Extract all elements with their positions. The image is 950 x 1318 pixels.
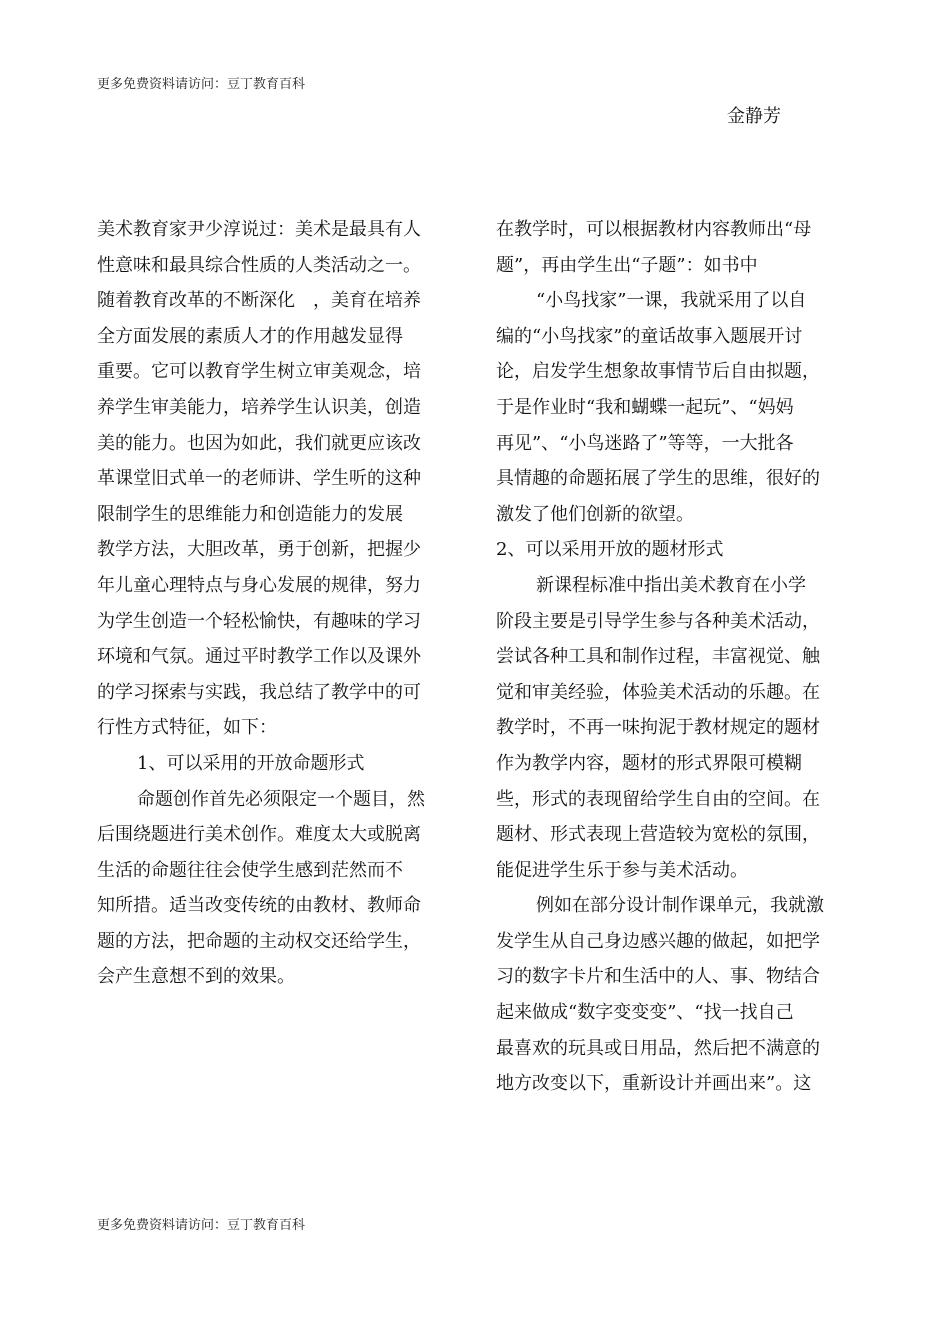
text-line: 限制学生的思维能力和创造能力的发展 xyxy=(97,503,403,525)
footer-note: 更多免费资料请访问：豆丁教育百科 xyxy=(97,1218,306,1233)
text-line: 性意味和最具综合性质的人类活动之一。 xyxy=(97,254,421,276)
text-line: 后围绕题进行美术创作。难度太大或脱离 xyxy=(97,824,421,846)
text-line: 美术教育家尹少淳说过：美术是最具有人 xyxy=(97,219,421,240)
text-line: 为学生创造一个轻松愉快，有趣味的学习 xyxy=(97,610,421,632)
author-name: 金静芳 xyxy=(727,106,781,127)
text-line: 论，启发学生想象故事情节后自由拟题， xyxy=(496,361,820,383)
text-line: 知所措。适当改变传统的由教材、教师命 xyxy=(97,895,421,917)
section-heading: 2、可以采用开放的题材形式 xyxy=(496,539,724,561)
header-note: 更多免费资料请访问：豆丁教育百科 xyxy=(97,77,306,92)
text-line: 能促进学生乐于参与美术活动。 xyxy=(496,859,748,881)
text-line: 编的“小鸟找家”的童话故事入题展开讨 xyxy=(496,325,803,347)
text-line: 最喜欢的玩具或日用品，然后把不满意的 xyxy=(496,1037,820,1059)
text-line: 激发了他们创新的欲望。 xyxy=(496,503,694,525)
text-line: 年儿童心理特点与身心发展的规律，努力 xyxy=(97,574,421,596)
text-line: 阶段主要是引导学生参与各种美术活动， xyxy=(496,610,820,632)
text-line: 的学习探索与实践，我总结了教学中的可 xyxy=(97,681,421,703)
text-line: 地方改变以下，重新设计并画出来”。这 xyxy=(496,1073,812,1095)
text-line: 具情趣的命题拓展了学生的思维，很好的 xyxy=(496,468,820,490)
text-line: 行性方式特征，如下： xyxy=(97,717,277,739)
text-line: 教学方法，大胆改革，勇于创新，把握少 xyxy=(97,539,421,561)
text-line: “小鸟找家”一课，我就采用了以自 xyxy=(536,290,807,312)
text-line: 例如在部分设计制作课单元，我就激 xyxy=(536,895,824,917)
text-line: 会产生意想不到的效果。 xyxy=(97,966,295,988)
text-line: 美的能力。也因为如此，我们就更应该改 xyxy=(97,432,421,454)
text-line: 于是作业时“我和蝴蝶一起玩”、“妈妈 xyxy=(496,396,794,418)
text-line: 发学生从自己身边感兴趣的做起，如把学 xyxy=(496,930,820,952)
text-line: 再见”、“小鸟迷路了”等等，一大批各 xyxy=(496,432,794,454)
text-line: 些，形式的表现留给学生自由的空间。在 xyxy=(496,788,820,810)
text-line: 环境和气氛。通过平时教学工作以及课外 xyxy=(97,646,421,668)
text-line: 随着教育改革的不断深化 ，美育在培养 xyxy=(97,290,421,312)
text-line: 起来做成“数字变变变”、“找一找自己 xyxy=(496,1002,794,1024)
text-line: 尝试各种工具和制作过程，丰富视觉、触 xyxy=(496,646,820,668)
text-line: 革课堂旧式单一的老师讲、学生听的这种 xyxy=(97,468,421,490)
text-line: 题材、形式表现上营造较为宽松的氛围， xyxy=(496,824,820,846)
section-heading: 1、可以采用的开放命题形式 xyxy=(137,752,365,774)
left-text-column xyxy=(97,212,459,995)
text-line: 命题创作首先必须限定一个题目，然 xyxy=(137,788,425,810)
text-line: 新课程标准中指出美术教育在小学 xyxy=(536,574,806,596)
text-line: 重要。它可以教育学生树立审美观念，培 xyxy=(97,361,421,383)
text-line: 在教学时，可以根据教材内容教师出“母 xyxy=(496,219,812,240)
text-line: 习的数字卡片和生活中的人、事、物结合 xyxy=(496,966,820,988)
text-line: 养学生审美能力，培养学生认识美，创造 xyxy=(97,396,421,418)
right-text-column xyxy=(496,212,858,1102)
text-line: 题”，再由学生出“子题”：如书中 xyxy=(496,254,758,276)
text-line: 觉和审美经验，体验美术活动的乐趣。在 xyxy=(496,681,820,703)
text-line: 题的方法，把命题的主动权交还给学生， xyxy=(97,930,421,952)
text-line: 全方面发展的素质人才的作用越发显得 xyxy=(97,325,403,347)
text-line: 教学时，不再一味拘泥于教材规定的题材 xyxy=(496,717,820,739)
text-line: 作为教学内容，题材的形式界限可模糊 xyxy=(496,752,802,774)
text-line: 生活的命题往往会使学生感到茫然而不 xyxy=(97,859,403,881)
